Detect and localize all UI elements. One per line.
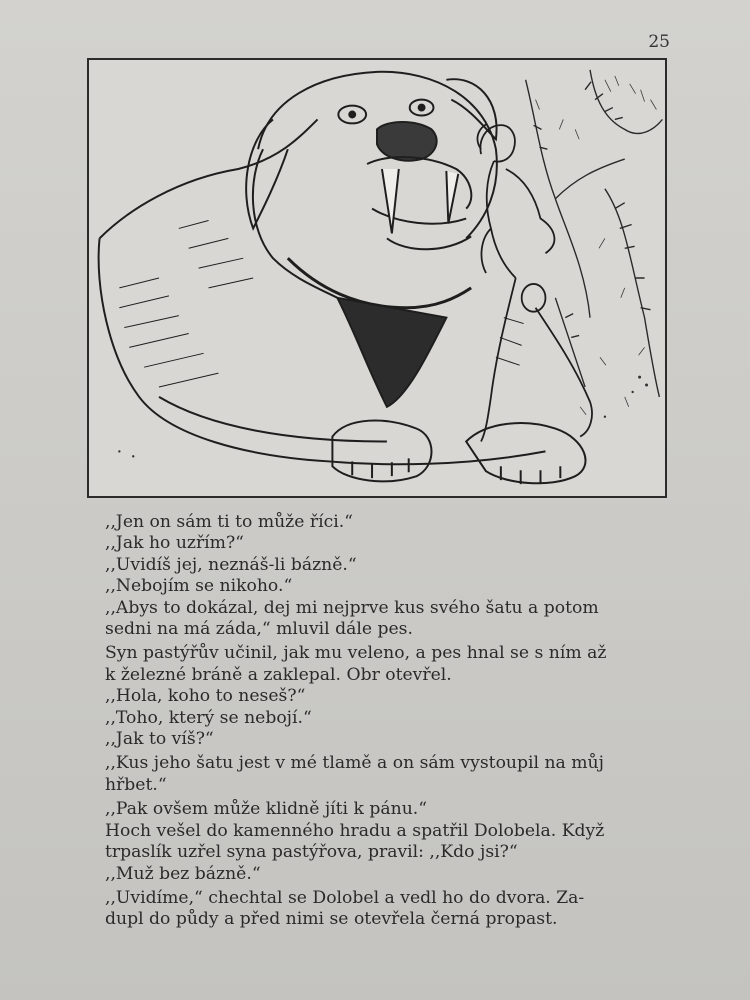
- illustration-frame: [87, 58, 667, 498]
- text-line: ,,Nebojím se nikoho.“: [105, 576, 293, 597]
- text-line: ,,Jen on sám ti to může říci.“: [105, 512, 353, 532]
- text-line: trpaslík uzřel syna pastýřova, pravil: ,,Kdo jsi?“: [105, 842, 518, 863]
- text-line: ,,Uvidíš jej, neznáš-li bázně.“: [105, 554, 357, 575]
- text-line: ,,Abys to dokázal, dej mi nejprve kus svého šatu a potom: [105, 597, 599, 618]
- body-text: [105, 512, 665, 931]
- text-line: ,,Hola, koho to neseš?“: [105, 686, 306, 707]
- text-line: dupl do půdy a před nimi se otevřela černá propast.: [105, 909, 558, 930]
- text-line: ,,Jak to víš?“: [105, 729, 214, 750]
- text-line: ,,Toho, který se nebojí.“: [105, 707, 312, 728]
- text-line: Syn pastýřův učinil, jak mu veleno, a pes hnal se s ním až: [105, 643, 607, 664]
- text-line: ,,Pak ovšem může klidně jíti k pánu.“: [105, 799, 428, 820]
- text-line: hřbet.“: [105, 774, 167, 795]
- illustration-giant-dog-and-boy: [89, 60, 665, 496]
- text-line: Hoch vešel do kamenného hradu a spatřil Dolobela. Když: [105, 820, 605, 841]
- page-number: 25: [648, 32, 670, 52]
- trees-drawing: [526, 70, 663, 397]
- text-line: k železné bráně a zaklepal. Obr otevřel.: [105, 664, 452, 685]
- text-line: ,,Kus jeho šatu jest v mé tlamě a on sám vystoupil na můj: [105, 753, 604, 774]
- text-line: ,,Uvidíme,“ chechtal se Dolobel a vedl ho do dvora. Za-: [105, 887, 585, 908]
- text-line: sedni na má záda,“ mluvil dále pes.: [105, 619, 413, 640]
- boy-drawing: [477, 124, 592, 441]
- text-line: ,,Jak ho uzřím?“: [105, 533, 244, 554]
- text-line: ,,Muž bez bázně.“: [105, 863, 261, 884]
